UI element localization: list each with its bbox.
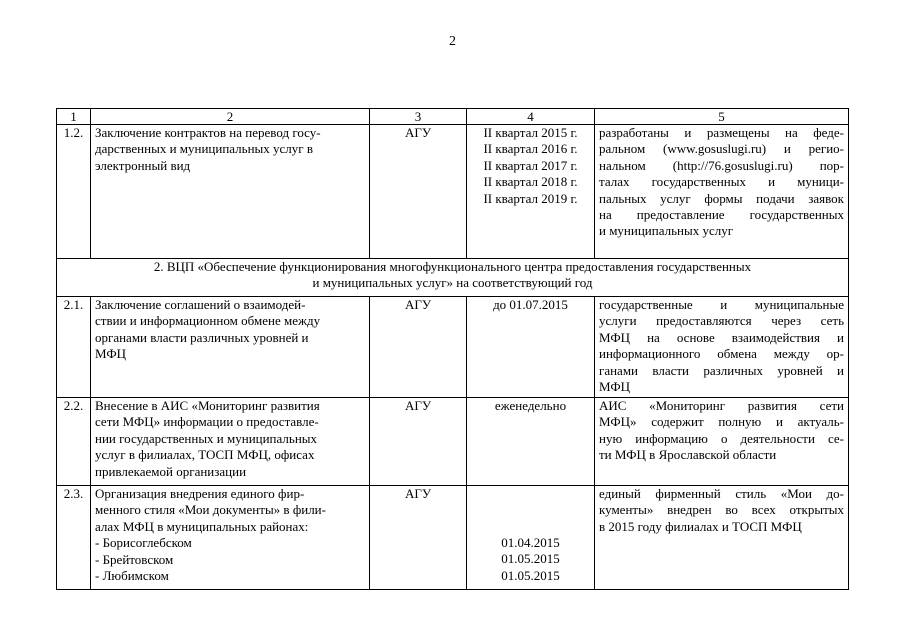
term-line: II квартал 2017 г. [483, 157, 578, 173]
result-line: ти МФЦ в Ярославской области [599, 447, 777, 463]
result-line: на предоставление государственных [599, 207, 844, 223]
header-row [57, 109, 849, 125]
task-cell [91, 297, 370, 398]
result-line: ную информацию о деятельности се- [599, 430, 844, 446]
result-cell [595, 297, 849, 398]
result-cell [595, 125, 849, 259]
result-line: разработаны и размещены на феде- [599, 125, 844, 140]
row-number: 2.2. [57, 398, 91, 486]
task-line: алах МФЦ в муниципальных районах: [95, 518, 309, 534]
terms-cell [467, 297, 595, 398]
header-col-1: 1 [57, 109, 91, 125]
task-line: МФЦ [95, 346, 127, 362]
task-line: - Брейтовском [95, 551, 174, 567]
term-line: до 01.07.2015 [493, 297, 568, 312]
task-line: Организация внедрения единого фир- [95, 486, 305, 501]
header-col-5: 5 [595, 109, 849, 125]
task-line: услуг в филиалах, ТОСП МФЦ, офисах [95, 447, 315, 463]
section-heading-line: и муниципальных услуг» на соответствующий год [312, 275, 593, 291]
result-line: и муниципальных услуг [599, 223, 734, 239]
task-line: дарственных и муниципальных услуг в [95, 141, 314, 157]
table-row-2-1 [57, 297, 849, 398]
term-line: II квартал 2018 г. [483, 174, 578, 190]
result-line: ганами власти различных уровней и [599, 362, 844, 378]
task-line: Заключение соглашений о взаимодей- [95, 297, 306, 312]
term-line: II квартал 2015 г. [483, 125, 578, 140]
term-line: еженедельно [494, 398, 567, 413]
header-col-3: 3 [370, 109, 467, 125]
header-col-2: 2 [91, 109, 370, 125]
table-row-2-2 [57, 398, 849, 486]
result-cell [595, 398, 849, 486]
result-line: кументы» внедрен во всех открытых [599, 502, 844, 518]
task-line: нии государственных и муниципальных [95, 430, 318, 446]
task-line: привлекаемой организации [95, 463, 247, 479]
term-line: 01.05.2015 [501, 551, 560, 567]
term-line: 01.05.2015 [501, 567, 560, 583]
task-line: - Любимском [95, 568, 169, 584]
table-row-1-2 [57, 125, 849, 259]
row-number: 2.3. [57, 486, 91, 590]
result-line: ральном (www.gosuslugi.ru) и регио- [599, 141, 844, 157]
result-line: нальном (http://76.gosuslugi.ru) пор- [599, 157, 844, 173]
result-cell [595, 486, 849, 590]
page-number: 2 [449, 34, 456, 49]
task-cell [91, 398, 370, 486]
row-number: 1.2. [57, 125, 91, 259]
result-line: АИС «Мониторинг развития сети [599, 398, 844, 413]
result-line: в 2015 году филиалах и ТОСП МФЦ [599, 518, 802, 534]
executor-cell: АГУ [370, 297, 467, 398]
result-line: талах государственных и муници- [599, 174, 844, 190]
terms-cell [467, 398, 595, 486]
section-heading [57, 259, 849, 297]
term-line: II квартал 2019 г. [483, 190, 578, 206]
result-line: МФЦ» содержит полную и актуаль- [599, 414, 844, 430]
result-line: государственные и муниципальные [599, 297, 844, 312]
result-line: МФЦ [599, 379, 631, 395]
task-line: органами власти различных уровней и [95, 329, 309, 345]
result-line: МФЦ на основе взаимодействия и [599, 329, 844, 345]
row-number: 2.1. [57, 297, 91, 398]
header-col-4: 4 [467, 109, 595, 125]
plan-table [56, 108, 849, 590]
terms-spacer [471, 486, 590, 535]
terms-cell [467, 486, 595, 590]
result-line: пальных услуг формы подачи заявок [599, 190, 844, 206]
executor-cell: АГУ [370, 486, 467, 590]
task-line: Внесение в АИС «Мониторинг развития [95, 398, 320, 413]
table-row-2-3 [57, 486, 849, 590]
section-heading-row [57, 259, 849, 297]
task-line: Заключение контрактов на перевод госу- [95, 125, 321, 140]
task-cell [91, 125, 370, 259]
task-line: сети МФЦ» информации о предоставле- [95, 414, 319, 430]
terms-cell [467, 125, 595, 259]
executor-cell: АГУ [370, 125, 467, 259]
executor-cell: АГУ [370, 398, 467, 486]
result-line: информационного обмена между ор- [599, 346, 844, 362]
task-line: менного стиля «Мои документы» в фили- [95, 502, 326, 518]
term-line: 01.04.2015 [501, 535, 560, 550]
term-line: II квартал 2016 г. [483, 141, 578, 157]
task-line: ствии и информационном обмене между [95, 313, 321, 329]
task-line: - Борисоглебском [95, 535, 192, 551]
result-line: услуги предоставляются через сеть [599, 313, 844, 329]
result-line: единый фирменный стиль «Мои до- [599, 486, 844, 501]
task-cell [91, 486, 370, 590]
task-line: электронный вид [95, 157, 191, 173]
section-heading-line: 2. ВЦП «Обеспечение функционирования многофункционального центра предоставления государственных [153, 259, 752, 274]
